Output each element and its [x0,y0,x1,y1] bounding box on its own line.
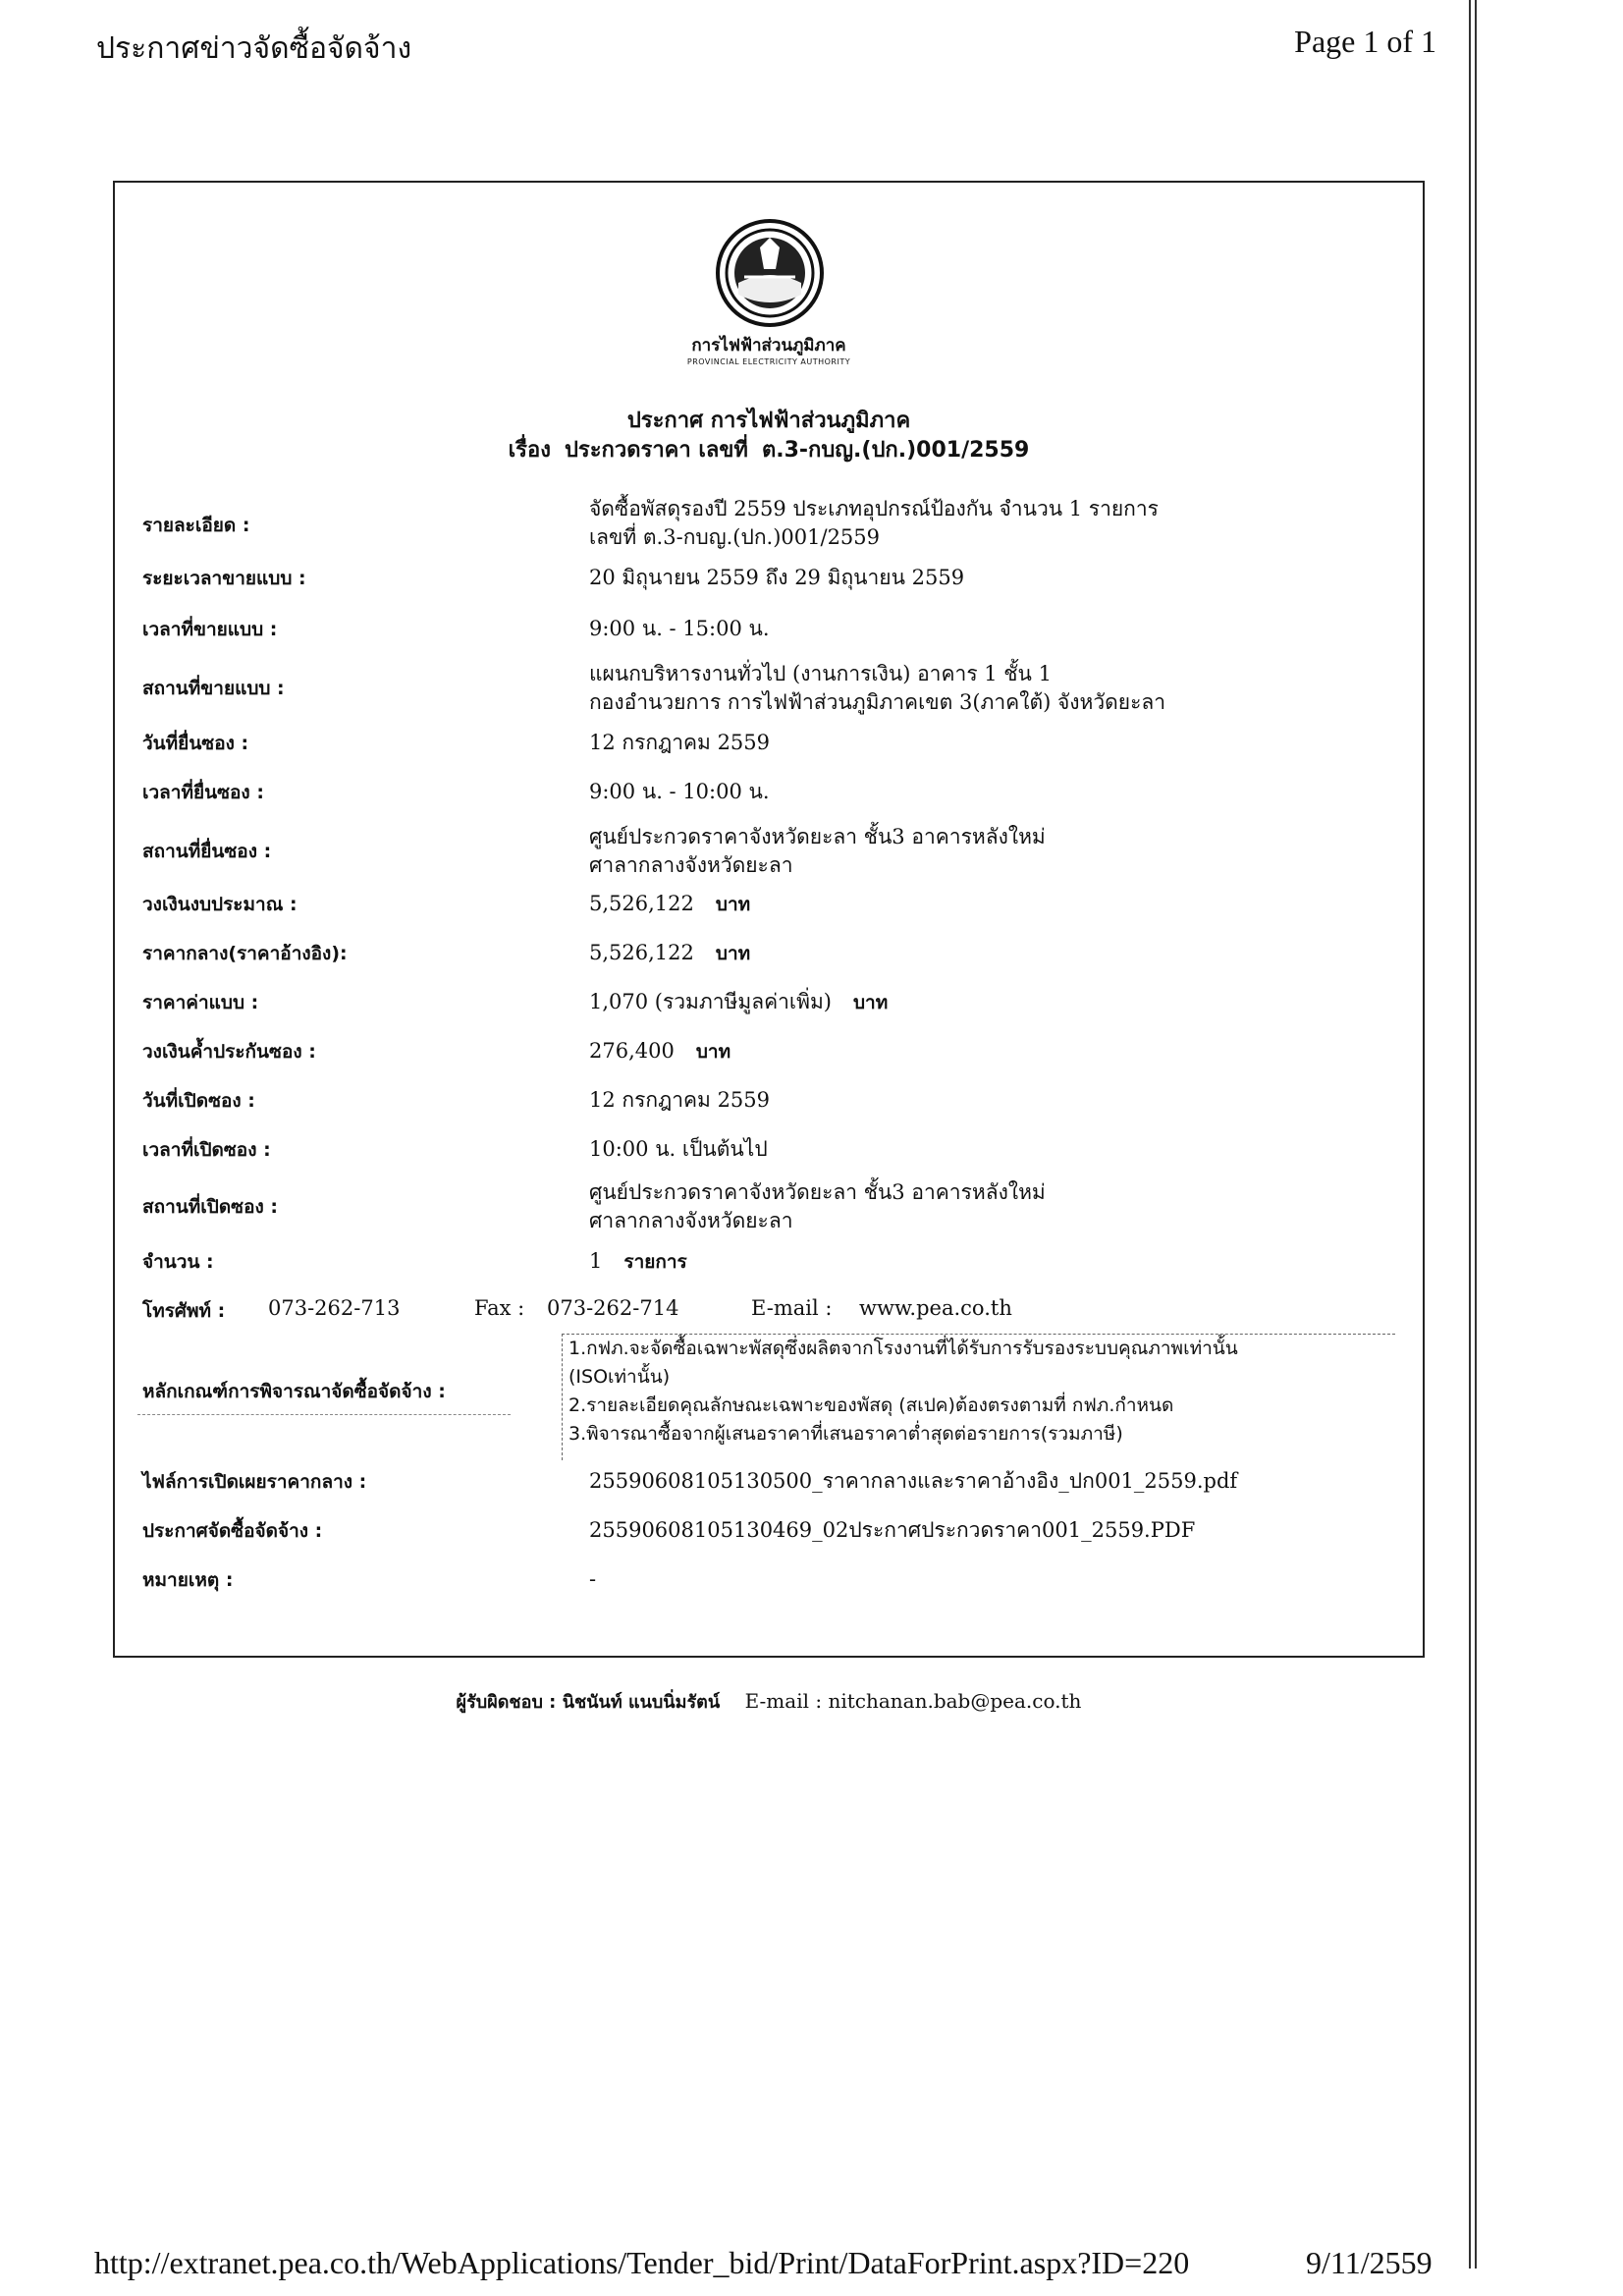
detail-amount: 276,400 [589,1039,675,1063]
detail-amount: 1,070 (รวมภาษีมูลค่าเพิ่ม) [589,990,832,1013]
detail-value [589,615,770,643]
detail-label: สถานที่เปิดซอง : [142,1196,278,1218]
announcement-subject [0,432,1538,466]
detail-unit: บาท [695,1041,731,1063]
responsible-email[interactable]: nitchanan.bab@pea.co.th [828,1689,1082,1713]
responsible-person [0,1687,1538,1716]
file-label: ประกาศจัดซื้อจัดจ้าง : [142,1520,323,1542]
print-date: 9/11/2559 [1306,2245,1433,2280]
criteria-label: หลักเกณฑ์การพิจารณาจัดซื้อจัดจ้าง : [142,1381,446,1402]
detail-line: 10:00 น. เป็นต้นไป [589,1137,768,1161]
detail-label: จำนวน : [142,1251,214,1273]
page-number: Page 1 of 1 [1294,24,1436,59]
file-link[interactable]: 25590608105130469_02ประกาศประกวดราคา001_2559.PDF [589,1518,1196,1542]
criteria-item: 1.กฟภ.จะจัดซื้อเฉพาะพัสดุซึ่งผลิตจากโรงงานที่ได้รับการรับรองระบบคุณภาพเท่านั้น [568,1338,1238,1359]
detail-label: วงเงินงบประมาณ : [142,894,298,915]
dashed-underline [137,1414,511,1415]
email-label: E-mail : [751,1296,833,1320]
detail-label: รายละเอียด : [142,515,250,536]
org-name-thai: การไฟฟ้าส่วนภูมิภาค [691,336,846,355]
criteria-item: 2.รายละเอียดคุณลักษณะเฉพาะของพัสดุ (สเปค)ต้องตรงตามที่ กฟภ.กำหนด [568,1394,1174,1416]
fax-label: Fax : [474,1296,525,1320]
detail-line: จัดซื้อพัสดุรองปี 2559 ประเภทอุปกรณ์ป้องกัน จำนวน 1 รายการ [589,497,1159,520]
detail-label: ระยะเวลาขายแบบ : [142,568,306,589]
detail-label: ราคาค่าแบบ : [142,992,259,1013]
responsible-email-label: E-mail : [744,1689,823,1713]
detail-label: สถานที่ขายแบบ : [142,678,285,699]
detail-value [589,823,1046,880]
criteria-item: 3.พิจารณาซื้อจากผู้เสนอราคาที่เสนอราคาต่ำสุดต่อรายการ(รวมภาษี) [568,1423,1123,1445]
detail-line: แผนกบริหารงานทั่วไป (งานการเงิน) อาคาร 1 ชั้น 1 [589,662,1052,685]
responsible-label: ผู้รับผิดชอบ : [456,1692,557,1713]
detail-line: ศูนย์ประกวดราคาจังหวัดยะลา ชั้น3 อาคารหลังใหม่ [589,1180,1046,1204]
org-name-english: PROVINCIAL ELECTRICITY AUTHORITY [686,357,851,366]
detail-amount: 1 [589,1249,603,1273]
subject-text: ประกวดราคา เลขที่ [564,438,748,463]
website-link[interactable]: www.pea.co.th [859,1296,1012,1320]
detail-unit: บาท [715,943,751,964]
detail-line: เลขที่ ต.3-กบญ.(ปก.)001/2559 [589,525,881,549]
detail-value [589,660,1165,717]
detail-label: เวลาที่ยื่นซอง : [142,782,264,803]
detail-amount: 5,526,122 [589,892,694,915]
detail-unit: บาท [853,992,889,1013]
detail-line: กองอำนวยการ การไฟฟ้าส่วนภูมิภาคเขต 3(ภาคใต้) จังหวัดยะลา [589,690,1166,714]
announcement-title: ประกาศ การไฟฟ้าส่วนภูมิภาค [626,409,911,433]
detail-label: วงเงินค้ำประกันซอง : [142,1041,316,1063]
detail-value [589,495,1159,552]
detail-value [589,1247,687,1277]
detail-line: 12 กรกฎาคม 2559 [589,731,771,754]
detail-label: ราคากลาง(ราคาอ้างอิง): [142,943,348,964]
detail-label: เวลาที่เปิดซอง : [142,1139,271,1161]
phone-value: 073-262-713 [268,1296,401,1320]
criteria-list [562,1334,1395,1460]
detail-line: 12 กรกฎาคม 2559 [589,1088,771,1112]
detail-label: เวลาที่ขายแบบ : [142,619,278,640]
detail-value [589,890,750,919]
detail-value [589,564,964,592]
subject-label: เรื่อง [508,438,551,463]
fax-value: 073-262-714 [547,1296,679,1320]
detail-value [589,1178,1046,1235]
remark-label: หมายเหตุ : [142,1569,234,1591]
file-link[interactable]: 25590608105130500_ราคากลางและราคาอ้างอิง_ปก001_2559.pdf [589,1469,1238,1493]
detail-line: 20 มิถุนายน 2559 ถึง 29 มิถุนายน 2559 [589,566,965,589]
detail-value [589,1135,768,1164]
detail-value [589,1037,730,1066]
detail-value [589,939,750,968]
detail-line: ศาลากลางจังหวัดยะลา [589,853,793,877]
detail-value [589,729,770,757]
pea-logo-icon [715,218,825,328]
detail-label: วันที่ยื่นซอง : [142,733,249,754]
detail-label: วันที่เปิดซอง : [142,1090,255,1112]
detail-line: 9:00 น. - 15:00 น. [589,617,770,640]
document-number: ต.3-กบญ.(ปก.)001/2559 [761,438,1030,463]
print-header-title: ประกาศข่าวจัดซื้อจัดจ้าง [96,31,412,66]
detail-label: สถานที่ยื่นซอง : [142,841,272,862]
remark-value: - [589,1567,597,1591]
criteria-item: (ISOเท่านั้น) [568,1366,671,1388]
responsible-name: นิชนันท์ แนบนิ่มรัตน์ [562,1692,721,1713]
detail-unit: บาท [715,894,751,915]
file-label: ไฟล์การเปิดเผยราคากลาง : [142,1471,367,1493]
detail-line: ศาลากลางจังหวัดยะลา [589,1209,793,1232]
detail-value [589,1086,770,1115]
detail-line: ศูนย์ประกวดราคาจังหวัดยะลา ชั้น3 อาคารหลังใหม่ [589,825,1046,848]
detail-amount: 5,526,122 [589,941,694,964]
detail-value [589,988,888,1017]
detail-value [589,778,770,806]
print-url: http://extranet.pea.co.th/WebApplications/Tender_bid/Print/DataForPrint.aspx?ID=220 [94,2245,1190,2280]
phone-label: โทรศัพท์ : [142,1300,226,1322]
detail-line: 9:00 น. - 10:00 น. [589,780,770,803]
detail-unit: รายการ [623,1251,687,1273]
